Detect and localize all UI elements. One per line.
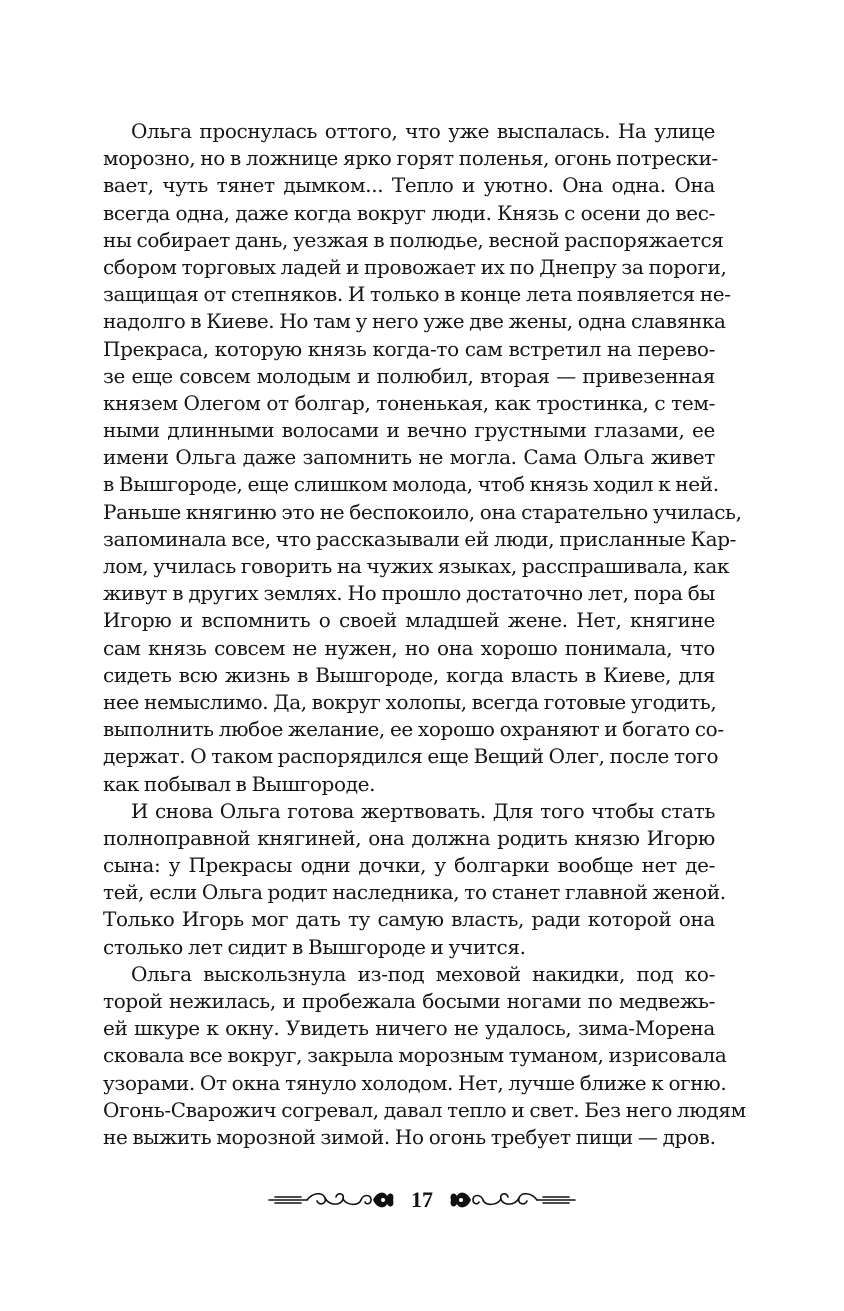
text-line: лом, училась говорить на чужих языках, расспрашивала, как <box>103 554 730 578</box>
text-line: имени Ольга даже запомнить не могла. Сама Ольга живет <box>103 445 715 470</box>
text-line: Ольга выскользнула из-под меховой накидки, под ко- <box>131 961 715 986</box>
text-line: выполнить любое желание, ее хорошо охраняют и богато со- <box>103 717 724 742</box>
flourish-left-icon <box>267 1186 397 1214</box>
text-line: Игорю и вспомнить о своей младшей жене. Нет, княгине <box>103 608 715 633</box>
text-line: торой нежилась, и пробежала босыми ногами по медвежь- <box>103 989 715 1013</box>
text-line: надолго в Киеве. Но там у него уже две жены, одна славянка <box>103 309 726 334</box>
text-line: Огонь-Сварожич согревал, давал тепло и свет. Без него людям <box>103 1097 746 1122</box>
text-line: Только Игорь мог дать ту самую власть, ради которой она <box>103 907 715 932</box>
text-line: морозно, но в ложнице ярко горят поленья, огонь потрески- <box>103 146 718 171</box>
text-line: Прекраса, которую князь когда-то сам встретил на перево- <box>103 336 715 361</box>
text-line: сам князь совсем не нужен, но она хорошо понимала, что <box>103 635 715 660</box>
text-line: тей, если Ольга родит наследника, то станет главной женой. <box>103 880 726 905</box>
text-line: в Вышгороде, еще слишком молода, чтоб князь ходил к ней. <box>103 472 719 497</box>
text-line: ны собирает дань, уезжая в полюдье, весной распоряжается <box>103 227 724 252</box>
text-line: ными длинными волосами и вечно грустными глазами, ее <box>103 418 715 443</box>
flourish-right-icon <box>447 1186 577 1214</box>
text-line: запоминала все, что рассказывали ей люди, присланные Кар- <box>103 526 737 551</box>
text-line: живут в других землях. Но прошло достаточно лет, пора бы <box>103 581 715 606</box>
text-line: Ольга проснулась оттого, что уже выспалась. На улице <box>131 119 715 143</box>
text-line: сбором торговых ладей и провожает их по Днепру за пороги, <box>103 254 727 279</box>
text-line: столько лет сидит в Вышгороде и учится. <box>103 934 526 959</box>
body-text <box>103 118 746 1151</box>
text-line: И снова Ольга готова жертвовать. Для того чтобы стать <box>131 798 715 823</box>
text-line: сидеть всю жизнь в Вышгороде, когда власть в Киеве, для <box>103 662 715 687</box>
text-line: ей шкуре к окну. Увидеть ничего не удалось, зима-Морена <box>103 1016 715 1041</box>
page-footer <box>0 1180 844 1220</box>
text-line: князем Олегом от болгар, тоненькая, как тростинка, с тем- <box>103 390 715 415</box>
text-line: сына: у Прекрасы одни дочки, у болгарки вообще нет де- <box>103 853 715 878</box>
text-line: Раньше княгиню это не беспокоило, она старательно училась, <box>103 499 742 524</box>
text-line: защищая от степняков. И только в конце лета появляется не- <box>103 282 731 307</box>
text-line: как побывал в Вышгороде. <box>103 771 376 796</box>
text-line: зе еще совсем молодым и полюбил, вторая — привезенная <box>103 363 715 388</box>
text-line: узорами. От окна тянуло холодом. Нет, лучше ближе к огню. <box>103 1070 727 1095</box>
text-line: не выжить морозной зимой. Но огонь требует пищи — дров. <box>103 1124 716 1149</box>
page-number: 17 <box>411 1187 433 1212</box>
text-line: вает, чуть тянет дымком... Тепло и уютно. Она одна. Она <box>103 173 715 198</box>
text-line: держат. О таком распорядился еще Вещий Олег, после того <box>103 744 719 769</box>
text-line: полноправной княгиней, она должна родить князю Игорю <box>103 825 715 850</box>
text-line: всегда одна, даже когда вокруг люди. Князь с осени до вес- <box>103 200 715 225</box>
text-line: нее немыслимо. Да, вокруг холопы, всегда готовые угодить, <box>103 689 717 714</box>
text-line: сковала все вокруг, закрыла морозным туманом, изрисовала <box>103 1043 727 1068</box>
